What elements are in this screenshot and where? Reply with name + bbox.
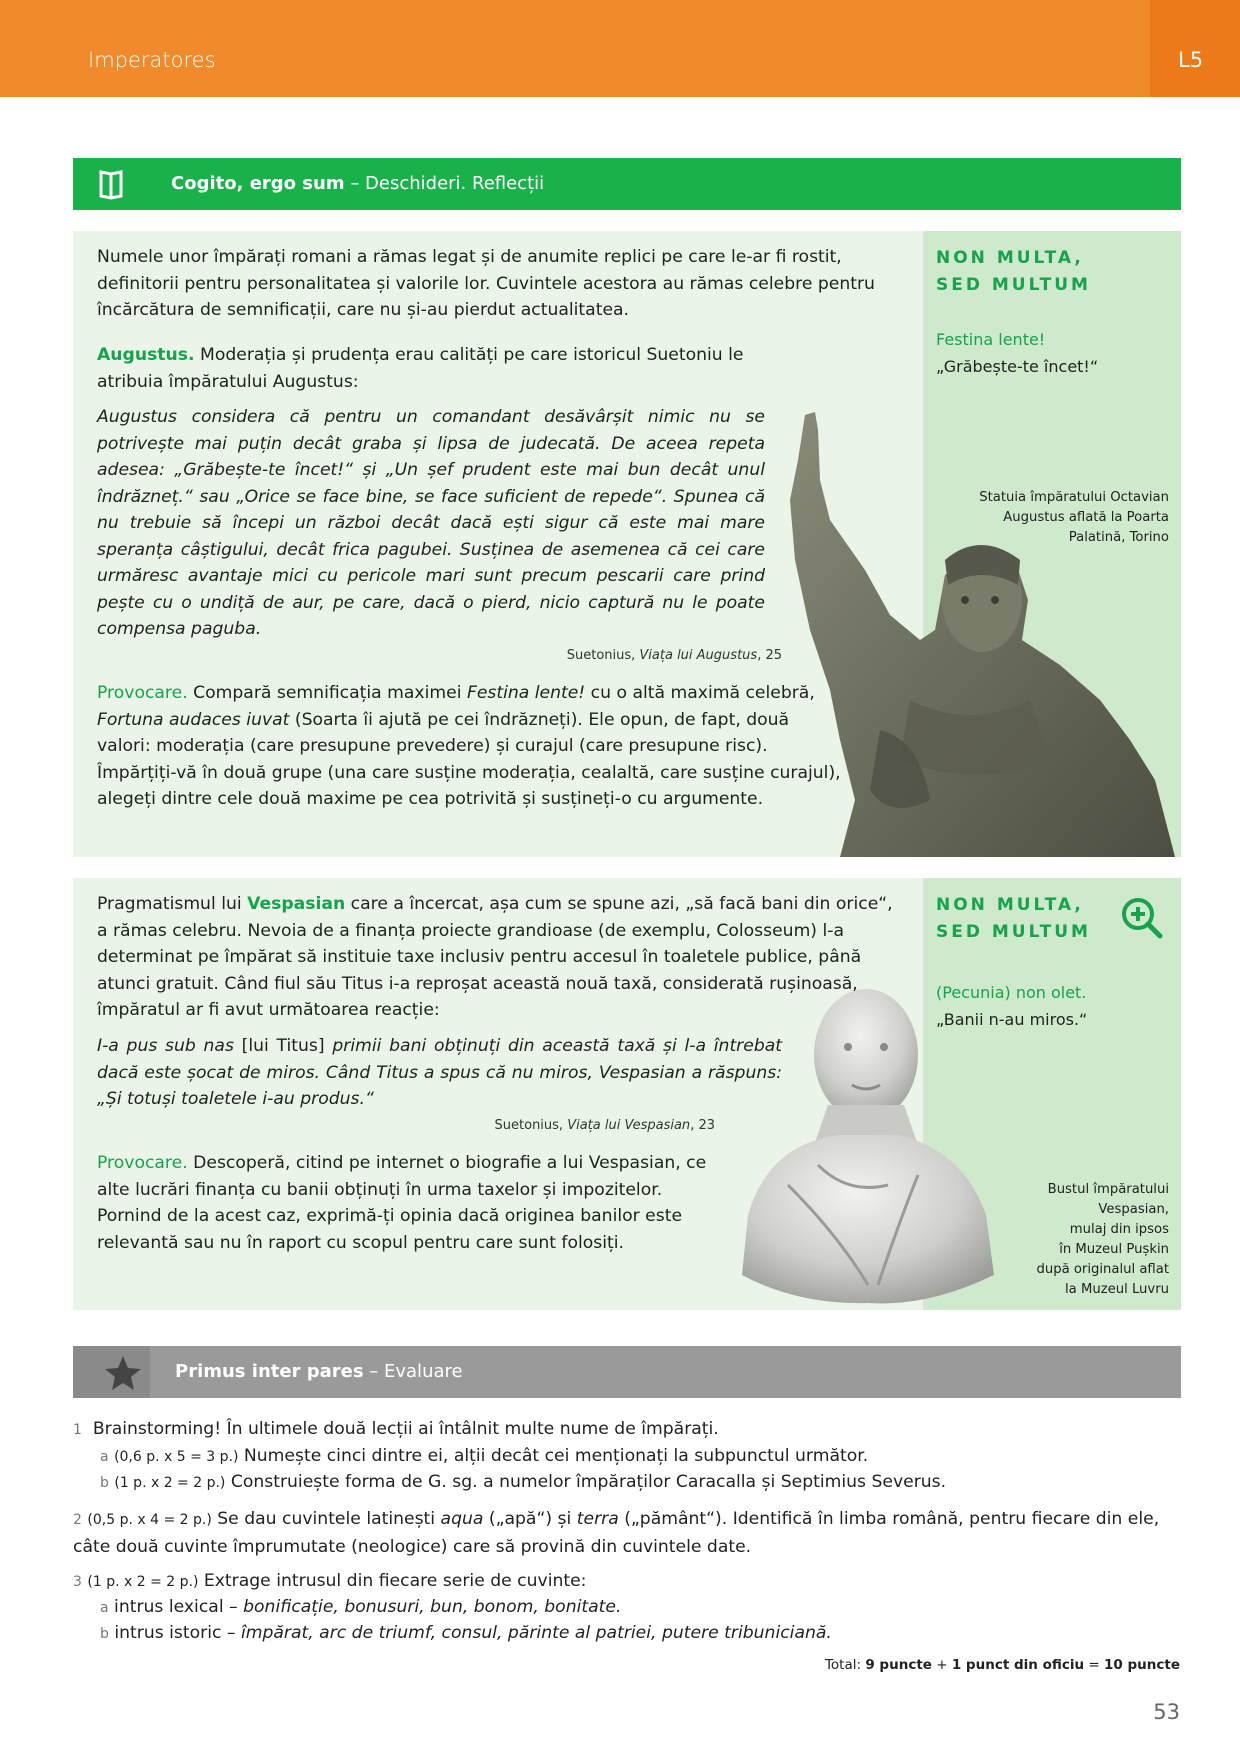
total-plus: + (931, 1657, 952, 1673)
challenge-text-a: Compară semnificația maximei (187, 683, 467, 703)
caption-line: în Muzeul Pușkin (1059, 1242, 1169, 1257)
statue-caption: Statuia împăratului Octavian Augustus aflată la Poarta Palatină, Torino (979, 490, 1169, 545)
caption-line: Bustul împăratului (1047, 1182, 1169, 1197)
caption-line: la Muzeul Luvru (1065, 1282, 1169, 1297)
challenge-text-c: cu o altă maximă celebră, (585, 683, 815, 703)
points: (1 p. x 2 = 2 p.) (87, 1574, 199, 1590)
side-title-line1: NON MULTA, (936, 248, 1084, 268)
star-icon (73, 1346, 150, 1398)
source-title: Viața lui Vespasian (567, 1118, 691, 1133)
question-1a (100, 1443, 1180, 1471)
question-number: 2 (73, 1512, 82, 1528)
subquestion-text: Construiește forma de G. sg. a numelor împăraților Caracalla și Septimius Severus. (225, 1472, 947, 1492)
side-title-line2: SED MULTUM (936, 275, 1091, 295)
points: (1 p. x 2 = 2 p.) (114, 1475, 226, 1491)
quote-part-a: I-a pus sub nas (97, 1036, 234, 1056)
augustus-quote: Augustus considera că pentru un comandant desăvârșit nimic nu se potrivește mai puțin decât graba și lipsa de judecată. De aceea repeta adesea: „Grăbește-te încet!“ și „Un șef prudent este mai bun decât unul îndrăzneț.“ sau „Orice se face bine, se face suficient de repede“. Spunea că nu trebuie să începi un război decât dacă ești sigur că este mai mare speranța câștigului, decât frica pagubei. Susținea de asemenea că cei care urmăresc avantaje mici cu pericole mari sunt precum pescarii care prind pește cu o undiță de aur, pe care, dacă o pierd, nicio captură nu le poate compensa paguba. (97, 407, 765, 639)
augustus-lead (97, 342, 787, 395)
source-ref: , 25 (757, 648, 782, 663)
section-heading-text (171, 173, 544, 194)
vespasian-challenge (97, 1150, 707, 1256)
q2-word-2: terra (576, 1509, 619, 1529)
augustus-lead-text: Moderația și prudența erau calități pe care istoricul Suetoniu le atribuia împăratului Augustus: (97, 345, 744, 392)
question-1b (100, 1469, 1180, 1497)
side-title (936, 892, 1091, 946)
question-text: Extrage intrusul din fiecare serie de cuvinte: (198, 1571, 587, 1591)
caption-line: mulaj din ipsos (1069, 1222, 1169, 1237)
chapter-title: Imperatores (88, 48, 216, 72)
vespasian-text-a: Pragmatismul lui (97, 894, 248, 914)
total-bonus: 1 punct din oficiu (951, 1657, 1085, 1673)
question-2 (73, 1506, 1183, 1560)
vespasian-source (360, 1118, 715, 1133)
question-1 (73, 1416, 1183, 1444)
augustus-source (400, 648, 782, 663)
latin-maxim: (Pecunia) non olet. (936, 983, 1087, 1002)
challenge-maxim-1: Festina lente! (466, 683, 586, 703)
heading-bold: Cogito, ergo sum (171, 173, 345, 194)
question-text: Brainstorming! În ultimele două lecții ai întâlnit multe nume de împărați. (92, 1419, 719, 1439)
section-heading-evaluation (73, 1346, 1181, 1398)
question-number: 3 (73, 1574, 82, 1590)
question-3b (100, 1620, 1180, 1648)
challenge-maxim-2: Fortuna audaces iuvat (97, 709, 290, 730)
total-points: 9 puncte (865, 1657, 932, 1673)
points: (0,6 p. x 5 = 3 p.) (114, 1449, 239, 1465)
subquestion-label: intrus istoric – (108, 1623, 241, 1643)
lesson-badge (1150, 0, 1240, 97)
side-title-line2: SED MULTUM (936, 922, 1091, 942)
total-label: Total: (824, 1657, 866, 1673)
source-author: Suetonius, (566, 648, 640, 663)
quote-part-b: [lui Titus] (233, 1036, 333, 1056)
score-total (825, 1657, 1180, 1673)
subquestion-letter: a (100, 1449, 109, 1465)
subquestion-letter: b (100, 1475, 109, 1491)
q2-text-c: („pământ“). Identifică în limba română, pentru fiecare din ele, câte două cuvinte împrumutate (neologice) care să provină din cuvintele date. (73, 1509, 1160, 1557)
question-3a (100, 1594, 1180, 1622)
subquestion-label: intrus lexical – (108, 1597, 244, 1617)
latin-maxim: Festina lente! (936, 330, 1046, 349)
points: (0,5 p. x 4 = 2 p.) (87, 1512, 212, 1528)
q2-text-b: („apă“) și (483, 1509, 577, 1529)
heading-rest: – Deschideri. Reflecții (344, 173, 545, 194)
heading-bold: Primus inter pares (175, 1361, 364, 1382)
maxim-translation: „Grăbește-te încet!“ (936, 357, 1099, 376)
source-title: Viața lui Augustus (639, 648, 758, 663)
q2-text-a: Se dau cuvintele latinești (211, 1509, 441, 1529)
word-series: împărat, arc de triumf, consul, părinte al patriei, putere tribuniciană. (240, 1623, 832, 1643)
augustus-intro: Numele unor împărați romani a rămas legat și de anumite replici pe care le-ar fi rostit, definitorii pentru personalitatea și valorile lor. Cuvintele acestora au rămas celebre pentru încărcătura de semnificații, care nu și-au pierdut actualitatea. (97, 247, 875, 320)
zoom-in-icon[interactable] (1120, 896, 1164, 940)
question-number: 1 (73, 1422, 82, 1438)
vespasian-intro (97, 891, 897, 1024)
subquestion-letter: b (100, 1626, 109, 1642)
word-series: bonificație, bonusuri, bun, bonom, bonitate. (243, 1597, 622, 1617)
augustus-challenge (97, 680, 842, 813)
heading-rest: – Evaluare (363, 1361, 463, 1382)
subquestion-letter: a (100, 1600, 109, 1616)
vespasian-name: Vespasian (247, 894, 346, 914)
question-3 (73, 1568, 1183, 1596)
total-result: 10 puncte (1104, 1657, 1180, 1673)
open-book-icon (73, 158, 150, 210)
lesson-label: L5 (1178, 48, 1204, 72)
subquestion-text: Numește cinci dintre ei, alții decât cei menționați la subpunctul următor. (238, 1446, 869, 1466)
challenge-label: Provocare. (97, 683, 188, 703)
source-author: Suetonius, (494, 1118, 568, 1133)
vespasian-quote (97, 1033, 782, 1113)
section-heading-text (175, 1361, 463, 1382)
maxim-translation: „Banii n-au miros.“ (936, 1010, 1088, 1029)
q2-word-1: aqua (440, 1509, 484, 1529)
challenge-text: Descoperă, citind pe internet o biografie a lui Vespasian, ce alte lucrări finanța cu banii obținuți în urma taxelor și impozitelor. Pornind de la acest caz, exprimă-ți opinia dacă originea banilor este relevantă sau nu în raport cu scopul pentru care sunt folosiți. (97, 1153, 707, 1253)
page-header (0, 0, 1240, 97)
source-ref: , 23 (690, 1118, 715, 1133)
side-title-line1: NON MULTA, (936, 895, 1084, 915)
page-number: 53 (1153, 1700, 1180, 1724)
caption-line: după originalul aflat (1036, 1262, 1169, 1277)
augustus-name: Augustus. (97, 345, 195, 365)
caption-line: Vespasian, (1098, 1202, 1169, 1217)
section-heading-reflections (73, 158, 1181, 210)
quote-part-c: primii bani obținuți din această taxă și l-a întrebat dacă este șocat de miros. Când Titus a spus că nu miros, Vespasian a răspuns: „Și totuși toaletele i-au produs.“ (97, 1036, 782, 1109)
challenge-label: Provocare. (97, 1153, 188, 1173)
total-equals: = (1084, 1657, 1105, 1673)
side-maxim (936, 326, 1098, 380)
side-title (936, 245, 1091, 299)
challenge-text-e: (Soarta îi ajută pe cei îndrăzneți). Ele opun, de fapt, două valori: moderația (care presupune prevedere) și curajul (care presupune risc). Împărțiți-vă în două grupe (una care susține moderația, cealaltă, care susține curajul), alegeți dintre cele două maxime pe cea potrivită și susțineți-o cu argumente. (97, 709, 841, 809)
vespasian-text-b: care a încercat, așa cum se spune azi, „să facă bani din orice“, a rămas celebru. Nevoia de a finanța proiecte grandioase (de exemplu, Colosseum) l-a determinat pe împărat să instituie taxe inclusiv pentru accesul în toaletele publice, până atunci gratuit. Când fiul său Titus i-a reproșat această nouă taxă, considerată rușinoasă, împăratul ar fi avut următoarea reacție: (97, 894, 893, 1020)
